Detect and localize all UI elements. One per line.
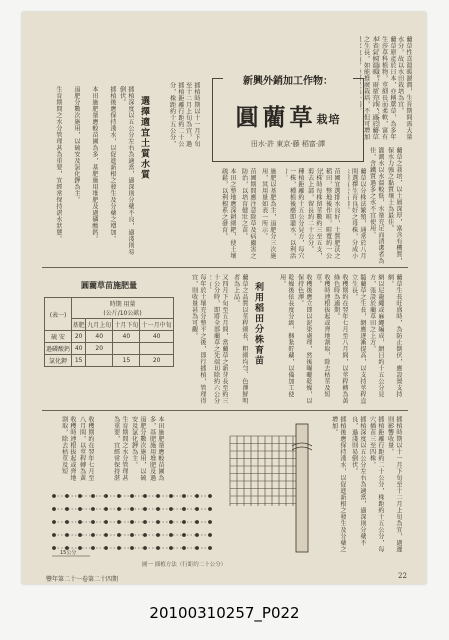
body-column: 收穫後應立即以泥染處理，然後曝曬乾燥，以保持色澤。 [296, 274, 312, 404]
body-column: 收穫時連根拔起或齊地割取，除去枯莖及短莖。 [314, 274, 330, 398]
body-column: 插植後應保持淺水，以促進新根之發生及分蘗之增加。 [330, 416, 346, 553]
body-column: 追肥分數次施用，以硫安及氯化鉀為主。 [130, 416, 146, 481]
body-column: 插植時期以十一月下旬至十二月上旬為宜，過遲則影響收量。 [386, 416, 402, 553]
body-column: 種植距離約十五公分見方，每穴一株，種植後應即灌水，以利活 [288, 168, 304, 259]
dimension-label: 15公分 [60, 550, 77, 556]
figure-caption: 圖一 插植方法（行距約二十公分） [142, 562, 227, 568]
body-column: 本田施肥量應較苗圃為多，基肥施用堆肥及過 [148, 416, 164, 481]
body-column: 藺草之品質以莖稈細長、粗細均勻、色澤鮮明者為上品。 [232, 274, 248, 404]
body-column: 本省氣候溫暖，雨量充沛，適於藺草之生長，如能推廣栽培，不但可增加 [362, 36, 378, 140]
article-title-block [212, 78, 364, 162]
body-column: 網以尼龍繩或麻繩編成，網目約十五公分見方，張設於藺草田之上方。 [368, 274, 384, 398]
body-column: 苗圃宜選排水良好，土質肥沃之稻田，整地後作畦，畦寬約一公 [324, 168, 340, 259]
table-title: 圓藺草苗施肥量 [81, 280, 137, 290]
table-col-header: 九月上旬 [86, 319, 113, 331]
table-head-time: 時期 用量 [109, 301, 136, 308]
table-col-header: 基肥 [72, 319, 86, 331]
fertilizer-table [44, 297, 174, 367]
article-title: 圓藺草栽培 [235, 104, 341, 131]
divider-line [42, 410, 408, 411]
table-unit-label: (表一) [45, 298, 72, 331]
body-column: 本田施肥量應較苗圃為多，基肥施用堆肥及過磷酸鈣。 [91, 86, 98, 242]
body-column: 苗圃期間應注意除草及病蟲害之防治，以培育健壯之苗。 [240, 168, 256, 259]
body-column: 分株時每株留莖數約三至五支，剪去上部，留長約二十公分。 [306, 168, 322, 259]
article-kicker: 新興外銷加工作物： [223, 72, 353, 87]
body-column: 本田之整地應深耕細耙，使土壤疏鬆，以利根系之發育。 [220, 168, 236, 259]
body-column: 收穫期約在翌年七月至八月間，以莖稈轉為黃綠色時為適期。 [332, 274, 348, 404]
magazine-page [22, 12, 426, 584]
body-column: 藺草之栽培，以土層深厚，富含有機質，保水力強之黏質壤土為最佳。 [386, 147, 402, 264]
body-column: 收穫期約在翌年七月至八月間，以莖稈轉為黃 [78, 416, 94, 481]
divider-line [42, 267, 408, 268]
body-column: 收穫時連根拔起或齊地割取，除去枯莖及短 [60, 416, 76, 481]
body-column: 插植時期以十一月下旬至十二月上旬為宜，過 [184, 82, 200, 147]
body-column: 隨藺草之生長，網應逐漸提高，以支持莖稈直立生長。 [350, 274, 366, 404]
body-column: 插植深度以五公分左右為適當，過深則分蘗不良，過淺則易倒伏。 [118, 86, 134, 255]
body-column: 藺草原產於日本，亦稱蓆草，為多年生莎草科植物，莖細長而柔軟，富有 [380, 36, 396, 140]
body-column: 施肥以基肥為主，追肥分三次施用，其用量如表一所示。 [260, 168, 276, 259]
body-column: 藺草以分株法繁殖，通常於八月間選擇生育良好之母株，分成小 [350, 168, 366, 259]
body-column: 插植距離行距約二十公分，株距約十五公分， [168, 82, 184, 147]
section-heading: 選擇適宜土質水質 [139, 96, 149, 180]
issue-footer: 豐年第二十一卷第二十四期 [46, 576, 119, 583]
page-number: 22 [398, 572, 407, 580]
section-heading: 利用稻田分株育苗 [253, 282, 263, 366]
table-row: 硫 安 20 40 40 40 [45, 331, 174, 343]
planting-grid-figure [46, 490, 226, 560]
article-byline: 田水·許 東京·藤 稻富·譯 [250, 140, 326, 148]
body-column: 又四月下旬至五月間，當藺草之新芽長至約三十公分時，即將全部藺草之先端切除約六公分 [212, 274, 228, 404]
body-column: 每年於土壤充分整平之後，即行插植，管理得宜，則收量甚為可觀。 [190, 274, 206, 404]
table-row: 過磷酸鈣 40 20 [45, 343, 174, 355]
body-column: 藺草生長旺盛時，為防止倒伏，應設置支持網。 [386, 274, 402, 398]
body-column: 插植後應保持淺水，以促進新根之發生及分蘗之增加。 [109, 86, 116, 242]
support-net-figure [226, 416, 324, 556]
table-head-sub: (公斤/10公畝) [103, 310, 142, 317]
body-column: 乾燥後依長度分級，捆紮貯藏，以備加工使用。 [278, 274, 294, 398]
table-col-header: 十月下旬 [113, 319, 140, 331]
body-column: 藺草性喜溫暖濕潤，生育期間需大量水分，故以水田栽培為宜。 [396, 36, 412, 140]
table-row: 氯化鉀 15 15 20 [45, 355, 174, 367]
body-column: 追肥分數次施用，以硫安及氯化鉀為主。 [73, 86, 80, 203]
body-column: 灌溉水以水溫較低，水量充足而清潔者為佳，含鐵質過多之水不宜使用。 [368, 147, 384, 264]
table-col-header: 十一月中旬 [140, 319, 174, 331]
body-column: 生育期間之水分管理甚為重要，宜經常保持湛 [112, 416, 128, 481]
archive-file-label: 20100310257_P022 [149, 604, 300, 622]
body-column: 插植深度以五公分左右為適當，過深則分蘗不良，過淺則易倒伏。 [350, 416, 366, 546]
body-column: 插植距離行距約二十公分，株距約十五公分，每穴插苗三至四株。 [368, 416, 384, 553]
body-column: 生育期間之水分管理甚為重要，宜經常保持湛水狀態。 [55, 86, 62, 242]
